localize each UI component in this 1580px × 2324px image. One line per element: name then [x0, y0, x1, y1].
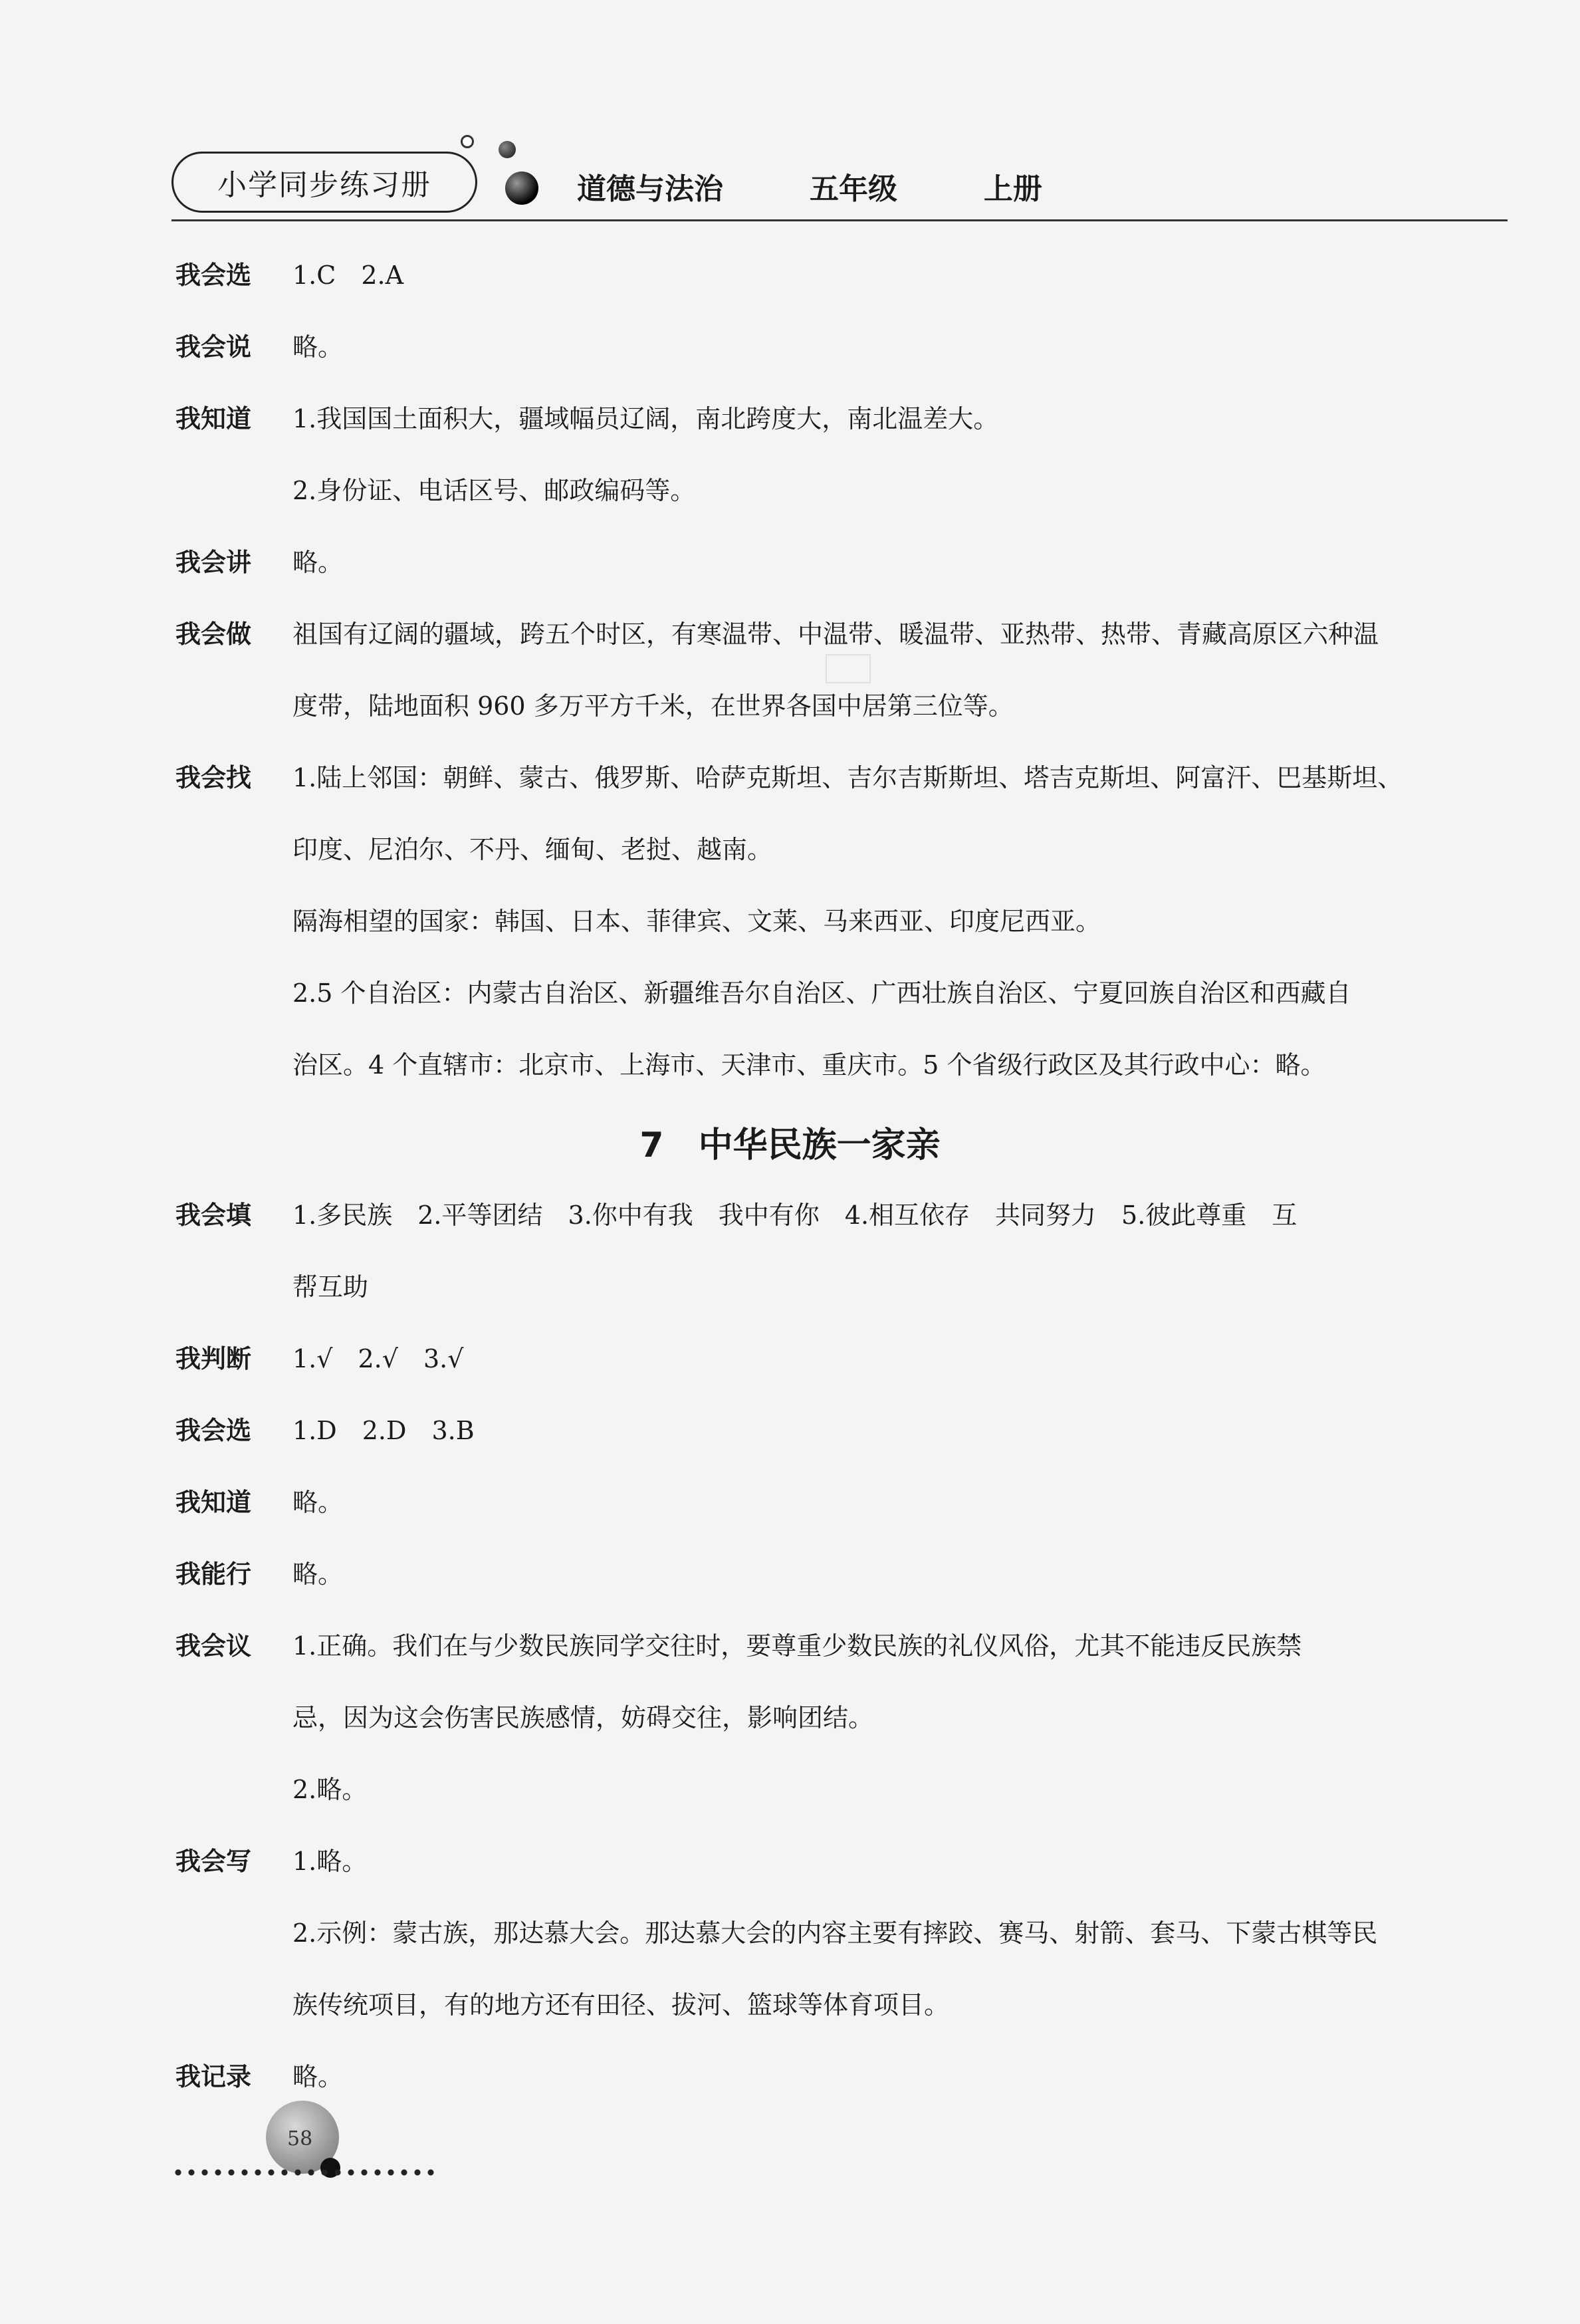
question-label: 我记录	[175, 2062, 252, 2091]
question-label: 我会做	[175, 620, 252, 649]
answer-text: 族传统项目，有的地方还有田径、拔河、篮球等体育项目。	[292, 1990, 950, 2020]
question-label: 我会写	[175, 1847, 252, 1876]
question-label: 我会议	[175, 1631, 252, 1661]
answer-text: 帮互助	[292, 1272, 369, 1302]
question-label: 我会填	[175, 1201, 252, 1230]
answer-text: 1.我国国土面积大，疆域幅员辽阔，南北跨度大，南北温差大。	[292, 404, 999, 433]
answer-text: 度带，陆地面积 960 多万平方千米，在世界各国中居第三位等。	[292, 691, 1014, 721]
answer-text: 1.陆上邻国：朝鲜、蒙古、俄罗斯、哈萨克斯坦、吉尔吉斯斯坦、塔吉克斯坦、阿富汗、巴基斯坦、	[292, 763, 1403, 792]
subject-line: 道德与法治 五年级 上册	[577, 172, 1042, 206]
header-divider	[171, 219, 1508, 221]
answer-text: 2.示例：蒙古族，那达慕大会。那达慕大会的内容主要有摔跤、赛马、射箭、套马、下蒙古棋等民	[292, 1918, 1378, 1948]
question-label: 我知道	[175, 1488, 252, 1517]
answer-text: 1.多民族 2.平等团结 3.你中有我 我中有你 4.相互依存 共同努力 5.彼此尊重 互	[292, 1201, 1298, 1230]
question-label: 我会找	[175, 763, 252, 792]
answer-row	[175, 1841, 295, 1881]
question-label: 我会选	[175, 1416, 252, 1445]
answer-text: 2.略。	[292, 1775, 368, 1804]
decorative-dot-icon	[461, 135, 474, 148]
page-number: 58	[287, 2127, 313, 2150]
answer-text: 1.C 2.A	[292, 261, 404, 290]
header-title-pill	[171, 152, 477, 213]
question-label: 我会讲	[175, 548, 252, 577]
question-label: 我知道	[175, 404, 252, 433]
answer-text: 忌，因为这会伤害民族感情，妨碍交往，影响团结。	[292, 1703, 874, 1732]
answer-text: 治区。4 个直辖市：北京市、上海市、天津市、重庆市。5 个省级行政区及其行政中心：略。	[292, 1050, 1326, 1080]
answer-text: 2.身份证、电话区号、邮政编码等。	[292, 476, 696, 505]
answer-text: 隔海相望的国家：韩国、日本、菲律宾、文莱、马来西亚、印度尼西亚。	[292, 907, 1101, 936]
answer-text: 略。	[292, 2062, 344, 2091]
decorative-ball-icon	[505, 172, 538, 205]
answer-text: 1.略。	[292, 1847, 368, 1876]
answer-row	[175, 614, 295, 654]
answer-text: 1.正确。我们在与少数民族同学交往时，要尊重少数民族的礼仪风俗，尤其不能违反民族禁	[292, 1631, 1302, 1661]
answer-row	[175, 1339, 295, 1379]
answer-row	[175, 255, 295, 295]
answer-row	[175, 1626, 295, 1666]
dotted-divider	[171, 2169, 437, 2176]
answer-row	[175, 399, 295, 439]
answer-text: 2.5 个自治区：内蒙古自治区、新疆维吾尔自治区、广西壮族自治区、宁夏回族自治区和西藏自	[292, 979, 1351, 1008]
answer-row	[175, 1482, 295, 1522]
question-label: 我能行	[175, 1560, 252, 1589]
answer-text: 略。	[292, 332, 344, 362]
answer-row	[175, 1411, 295, 1451]
answer-row	[175, 327, 295, 367]
answer-text: 1.D 2.D 3.B	[292, 1416, 475, 1445]
decorative-dot-icon	[499, 141, 516, 158]
answer-row	[175, 758, 295, 798]
section-heading: 7 中华民族一家亲	[639, 1125, 941, 1165]
answer-row	[175, 1195, 295, 1235]
question-label: 我会选	[175, 261, 252, 290]
answer-row	[175, 542, 295, 582]
answer-text: 略。	[292, 1488, 344, 1517]
answer-text: 略。	[292, 1560, 344, 1589]
answer-row	[175, 2057, 295, 2097]
question-label: 我会说	[175, 332, 252, 362]
watermark-stamp-icon	[826, 654, 871, 683]
answer-row	[175, 1554, 295, 1594]
answer-text: 祖国有辽阔的疆域，跨五个时区，有寒温带、中温带、暖温带、亚热带、热带、青藏高原区六种温	[292, 620, 1379, 649]
answer-text: 1.√ 2.√ 3.√	[292, 1344, 464, 1373]
answer-text: 略。	[292, 548, 344, 577]
question-label: 我判断	[175, 1344, 252, 1373]
answer-text: 印度、尼泊尔、不丹、缅甸、老挝、越南。	[292, 835, 773, 864]
book-title: 小学同步练习册	[217, 168, 431, 202]
